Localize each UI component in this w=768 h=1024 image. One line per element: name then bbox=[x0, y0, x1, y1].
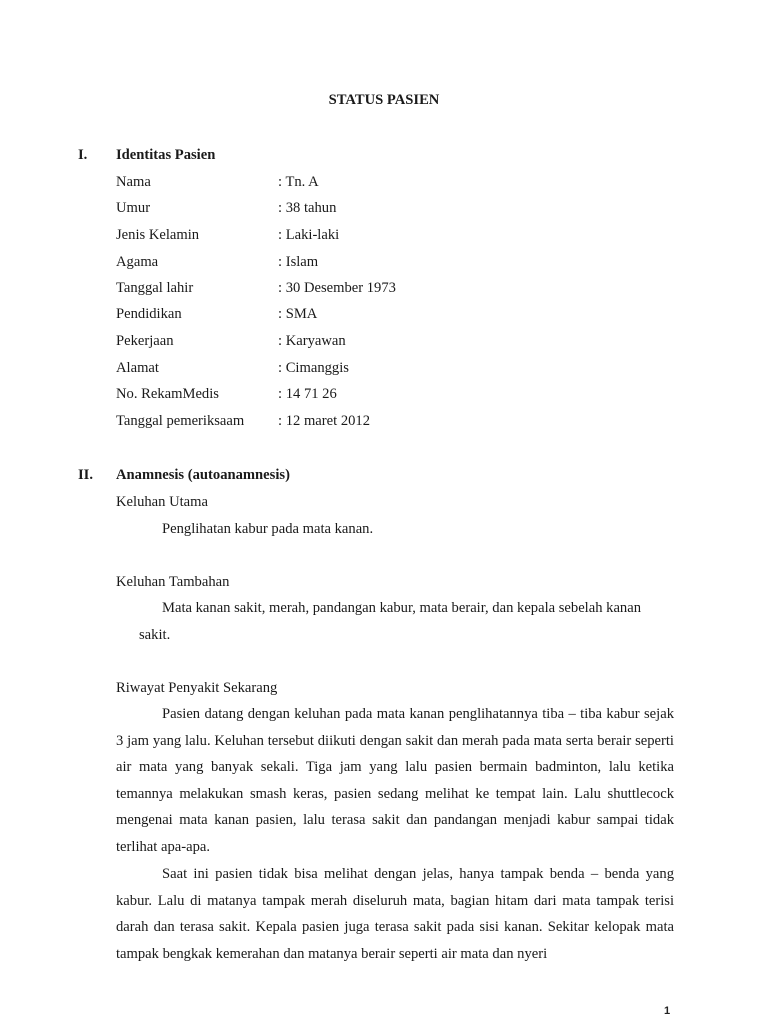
field-row-no-rekam-medis bbox=[116, 386, 716, 406]
field-label: Agama bbox=[116, 254, 159, 270]
field-value: : Islam bbox=[278, 254, 319, 270]
keluhan-tambahan-line-2: sakit. bbox=[139, 627, 171, 643]
field-label: Tanggal pemeriksaam bbox=[116, 413, 245, 429]
riwayat-paragraph-2: Saat ini pasien tidak bisa melihat dengan jelas, hanya tampak benda – benda yang kabur. Lalu di matanya tampak merah diseluruh mata, bagian hitam dari mata tampak terisi darah dan terasa sakit. Kepala pasien juga terasa sakit pada sisi kanan. Sekitar kelopak mata tampak bengkak kemerahan dan matanya berair seperti air mata dan nyeri bbox=[116, 866, 674, 962]
field-row-tanggal-lahir bbox=[116, 280, 716, 300]
field-row-umur bbox=[116, 200, 716, 220]
keluhan-utama-text: Penglihatan kabur pada mata kanan. bbox=[162, 521, 374, 537]
field-value: : 14 71 26 bbox=[278, 386, 337, 402]
field-value: : 38 tahun bbox=[278, 200, 337, 216]
keluhan-utama-heading: Keluhan Utama bbox=[116, 494, 208, 510]
field-row-pekerjaan bbox=[116, 333, 716, 353]
field-value: : Laki-laki bbox=[278, 227, 340, 243]
field-row-alamat bbox=[116, 360, 716, 380]
field-value: : 30 Desember 1973 bbox=[278, 280, 396, 296]
field-row-pendidikan bbox=[116, 306, 716, 326]
section-2-heading: Anamnesis (autoanamnesis) bbox=[116, 467, 290, 483]
field-row-jenis-kelamin bbox=[116, 227, 716, 247]
riwayat-paragraph-1: Pasien datang dengan keluhan pada mata kanan penglihatannya tiba – tiba kabur sejak 3 jam yang lalu. Keluhan tersebut diikuti dengan sakit dan merah pada mata serta berair seperti air mata yang banyak sekali. Tiga jam yang lalu pasien bermain badminton, lalu ketika temannya melakukan smash keras, pasien sedang melihat ke tempat lain. Lalu shuttlecock mengenai mata kanan pasien, lalu terasa sakit dan pandangan menjadi kabur sampai tidak terlihat apa-apa. bbox=[116, 706, 674, 855]
field-label: Pendidikan bbox=[116, 306, 182, 322]
section-2-numeral: II. bbox=[78, 467, 94, 483]
keluhan-tambahan-line-1: Mata kanan sakit, merah, pandangan kabur, mata berair, dan kepala sebelah kanan bbox=[162, 600, 641, 616]
field-label: Pekerjaan bbox=[116, 333, 174, 349]
page-number: 1 bbox=[664, 1005, 671, 1017]
section-1-heading: Identitas Pasien bbox=[116, 147, 216, 163]
field-label: Tanggal lahir bbox=[116, 280, 194, 296]
riwayat-penyakit-heading: Riwayat Penyakit Sekarang bbox=[116, 680, 278, 696]
field-label: Jenis Kelamin bbox=[116, 227, 200, 243]
field-label: Umur bbox=[116, 200, 151, 216]
field-row-nama bbox=[116, 174, 716, 194]
field-value: : Tn. A bbox=[278, 174, 319, 190]
field-value: : Cimanggis bbox=[278, 360, 349, 376]
field-value: : SMA bbox=[278, 306, 318, 322]
field-label: Alamat bbox=[116, 360, 159, 376]
keluhan-tambahan-heading: Keluhan Tambahan bbox=[116, 574, 230, 590]
field-row-agama bbox=[116, 254, 716, 274]
field-label: Nama bbox=[116, 174, 151, 190]
field-value: : 12 maret 2012 bbox=[278, 413, 371, 429]
document-title: STATUS PASIEN bbox=[328, 92, 440, 108]
field-label: No. RekamMedis bbox=[116, 386, 219, 402]
field-row-tanggal-pemeriksaan bbox=[116, 413, 716, 433]
section-1-numeral: I. bbox=[78, 147, 88, 163]
field-value: : Karyawan bbox=[278, 333, 346, 349]
